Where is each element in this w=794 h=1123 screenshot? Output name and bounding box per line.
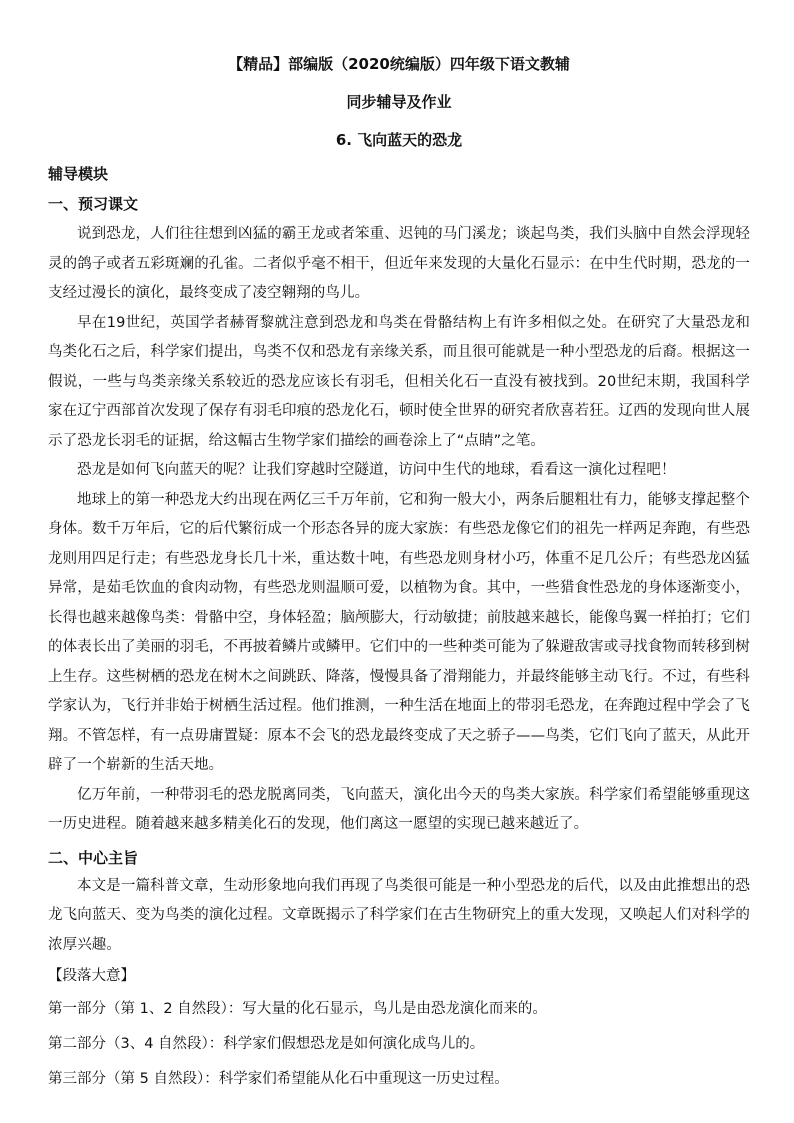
text-paragraph: 说到恐龙，人们往往想到凶猛的霸王龙或者笨重、迟钝的马门溪龙；谈起鸟类，我们头脑中自然会浮现轻灵的鸽子或者五彩斑斓的孔雀。二者似乎毫不相干，但近年来发现的大量化石显示：在中生代时期，恐龙的一支经过漫长的演化，最终变成了凌空翱翔的鸟儿。 xyxy=(48,226,750,301)
document-title: 【精品】部编版（2020统编版）四年级下语文教辅 xyxy=(228,55,570,73)
theme-paragraph: 本文是一篇科普文章，生动形象地向我们再现了鸟类很可能是一种小型恐龙的后代，以及由此推想出的恐龙飞向蓝天、变为鸟类的演化过程。文章既揭示了科学家们在古生物研究上的重大发现，又唤起人们对科学的浓厚兴趣。 xyxy=(48,877,750,953)
section-heading-preview: 一、预习课文 xyxy=(48,195,139,213)
text-paragraph: 地球上的第一种恐龙大约出现在两亿三千万年前，它和狗一般大小，两条后腿粗壮有力，能够支撑起整个身体。数千万年后，它的后代繁衍成一个形态各异的庞大家族：有些恐龙像它们的祖先一样两足奔跑，有些恐龙则用四足行走；有些恐龙身长几十米，重达数十吨，有些恐龙则身材小巧，体重不足几公斤；有些恐龙凶猛异常，是茹毛饮血的食肉动物，有些恐龙则温顺可爱，以植物为食。其中，一些猎食性恐龙的身体逐渐变小，长得也越来越像鸟类：骨骼中空，身体轻盈；脑颅膨大，行动敏捷；前肢越来越长，能像鸟翼一样拍打；它们的体表长出了美丽的羽毛，不再披着鳞片或鳞甲。它们中的一些种类可能为了躲避敌害或寻找食物而转移到树上生存。这些树栖的恐龙在树木之间跳跃、降落，慢慢具备了滑翔能力，并最终能够主动飞行。不过，有些科学家认为，飞行并非始于树栖生活过程。他们推测，一种生活在地面上的带羽毛恐龙，在奔跑过程中学会了飞翔。不管怎样，有一点毋庸置疑：原本不会飞的恐龙最终变成了天之骄子——鸟类，它们飞向了蓝天，从此开辟了一个崭新的生活天地。 xyxy=(48,491,750,773)
segment-heading: 【段落大意】 xyxy=(48,968,135,984)
text-paragraph: 早在19世纪，英国学者赫胥黎就注意到恐龙和鸟类在骨骼结构上有许多相似之处。在研究了大量恐龙和鸟类化石之后，科学家们提出，鸟类不仅和恐龙有亲缘关系，而且很可能就是一种小型恐龙的后裔。根据这一假说，一些与鸟类亲缘关系较近的恐龙应该长有羽毛，但相关化石一直没有被找到。20世纪末期，我国科学家在辽宁西部首次发现了保存有羽毛印痕的恐龙化石，顿时使全世界的研究者欣喜若狂。辽西的发现向世人展示了恐龙长羽毛的证据，给这幅古生物学家们描绘的画卷涂上了“点睛”之笔。 xyxy=(48,314,750,449)
module-heading: 辅导模块 xyxy=(48,165,109,183)
document-subtitle: 同步辅导及作业 xyxy=(346,93,452,111)
lesson-title: 6. 飞向蓝天的恐龙 xyxy=(335,131,463,149)
text-paragraph: 亿万年前，一种带羽毛的恐龙脱离同类，飞向蓝天，演化出今天的鸟类大家族。科学家们希望能够重现这一历史进程。随着越来越多精美化石的发现，他们离这一愿望的实现已越来越近了。 xyxy=(48,786,750,832)
segment-line: 第一部分（第 1、2 自然段）：写大量的化石显示，鸟儿是由恐龙演化而来的。 xyxy=(48,1000,547,1017)
text-paragraph: 恐龙是如何飞向蓝天的呢？让我们穿越时空隧道，访问中生代的地球，看看这一演化过程吧！ xyxy=(77,462,676,478)
section-heading-theme: 二、中心主旨 xyxy=(48,848,139,867)
segment-line: 第三部分（第 5 自然段）：科学家们希望能从化石中重现这一历史过程。 xyxy=(48,1070,509,1087)
segment-line: 第二部分（3、4 自然段）：科学家们假想恐龙是如何演化成鸟儿的。 xyxy=(48,1035,485,1052)
